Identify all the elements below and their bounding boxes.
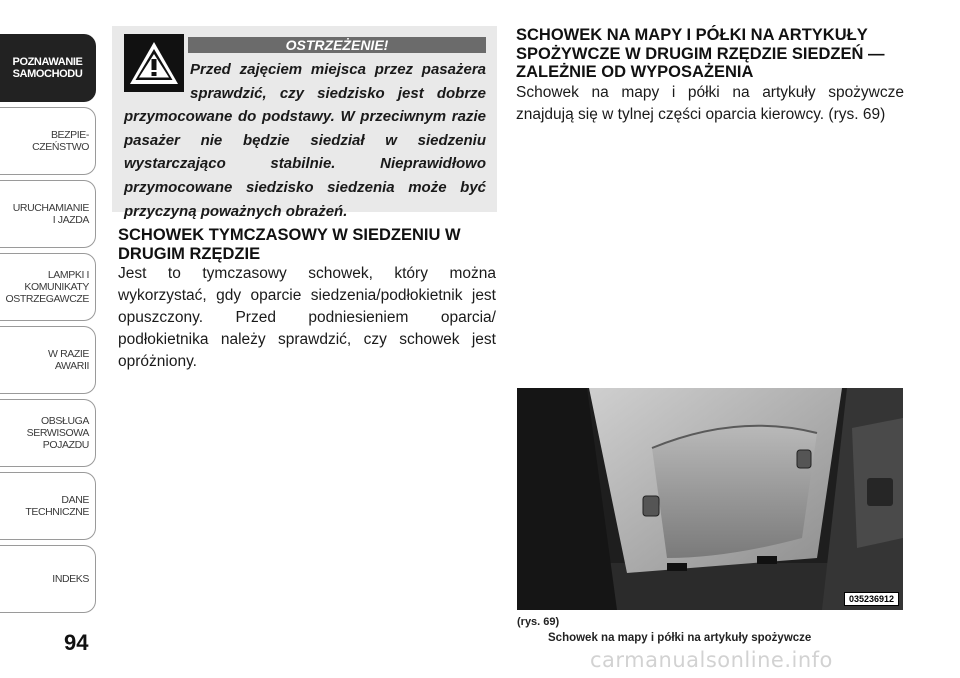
- warning-header: OSTRZEŻENIE!: [188, 37, 486, 53]
- tab-uruchamianie-i-jazda[interactable]: URUCHAMIANIE I JAZDA: [0, 180, 96, 248]
- watermark: carmanualsonline.info: [590, 648, 833, 672]
- tab-obsluga-serwisowa[interactable]: OBSŁUGA SERWISOWA POJAZDU: [0, 399, 96, 467]
- tab-indeks[interactable]: INDEKS: [0, 545, 96, 613]
- warning-box: [112, 26, 497, 220]
- seat-back-illustration: [517, 388, 903, 610]
- tab-bezpieczenstwo[interactable]: BEZPIE- CZEŃSTWO: [0, 107, 96, 175]
- tab-lampki-i-komunikaty[interactable]: LAMPKI I KOMUNIKATY OSTRZEGAWCZE: [0, 253, 96, 321]
- warning-text: Przed zajęciem miejsca przez pasażera sprawdzić, czy siedzisko jest dobrze przymocowane do podstawy. W przeciwnym razie pasażer nie będzie siedział w siedzeniu wystarczająco stabilnie. Nieprawidłowo przymocowane siedzisko siedzenia może być przyczyną poważnych obrażeń.: [124, 61, 486, 220]
- icon-spacer: [124, 58, 190, 102]
- section-body: Schowek na mapy i półki na artykuły spożywcze znajdują się w tylnej części oparcia kierowcy. (rys. 69): [516, 83, 904, 123]
- section-temporary-storage: [118, 226, 496, 373]
- section-heading: SCHOWEK NA MAPY I PÓŁKI NA ARTYKUŁY SPOŻYWCZE W DRUGIM RZĘDZIE SIEDZEŃ — ZALEŻNIE OD WYPOSAŻENIA: [516, 26, 885, 81]
- page-number: 94: [64, 630, 89, 655]
- section-body: Jest to tymczasowy schowek, który można wykorzystać, gdy oparcie siedzenia/podłokietnik jest opuszczony. Przed podniesieniem oparcia/ podłokietnika należy sprawdzić, czy schowek jest opróżniony.: [118, 265, 496, 370]
- tab-w-razie-awarii[interactable]: W RAZIE AWARII: [0, 326, 96, 394]
- section-heading: SCHOWEK TYMCZASOWY W SIEDZENIU W DRUGIM RZĘDZIE: [118, 226, 461, 263]
- tab-dane-techniczne[interactable]: DANE TECHNICZNE: [0, 472, 96, 540]
- tab-poznawanie-samochodu[interactable]: POZNAWANIE SAMOCHODU: [0, 34, 96, 102]
- chapter-tabs: [0, 0, 100, 678]
- figure-caption: Schowek na mapy i półki na artykuły spożywcze: [548, 632, 812, 644]
- figure-reference: (rys. 69): [517, 616, 560, 628]
- figure-seat-back-photo: [517, 388, 903, 610]
- warning-text-block: [124, 58, 486, 223]
- figure-code: 035236912: [844, 592, 899, 606]
- section-map-pocket: [516, 26, 904, 126]
